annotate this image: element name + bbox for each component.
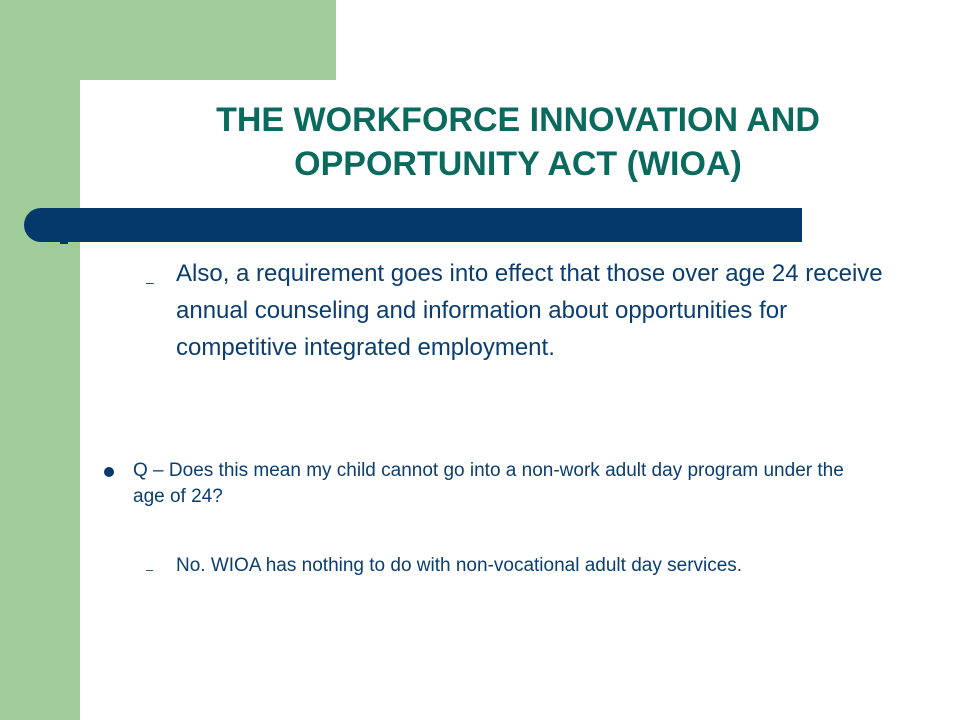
title-divider-bar <box>24 208 802 242</box>
divider-notch <box>60 240 68 244</box>
bullet-dot-icon <box>104 467 114 477</box>
title-line-1: THE WORKFORCE INNOVATION AND <box>216 101 820 139</box>
bullet-item-1 <box>100 458 880 510</box>
dash-marker: – <box>146 274 154 290</box>
bullet-item-1-text: Q – Does this mean my child cannot go into a non-work adult day program under the age of 24? <box>133 460 844 507</box>
dash-marker: – <box>146 562 154 577</box>
sub-item-1 <box>146 255 886 366</box>
sub-item-2-text: No. WIOA has nothing to do with non-vocational adult day services. <box>176 555 743 576</box>
title-line-2: OPPORTUNITY ACT (WIOA) <box>294 145 742 183</box>
slide-title <box>88 98 948 186</box>
green-accent-left <box>0 0 80 720</box>
sub-item-2 <box>146 553 866 579</box>
sub-item-1-text: Also, a requirement goes into effect that those over age 24 receive annual counseling and information about opportunities for competitive integrated employment. <box>176 260 883 361</box>
